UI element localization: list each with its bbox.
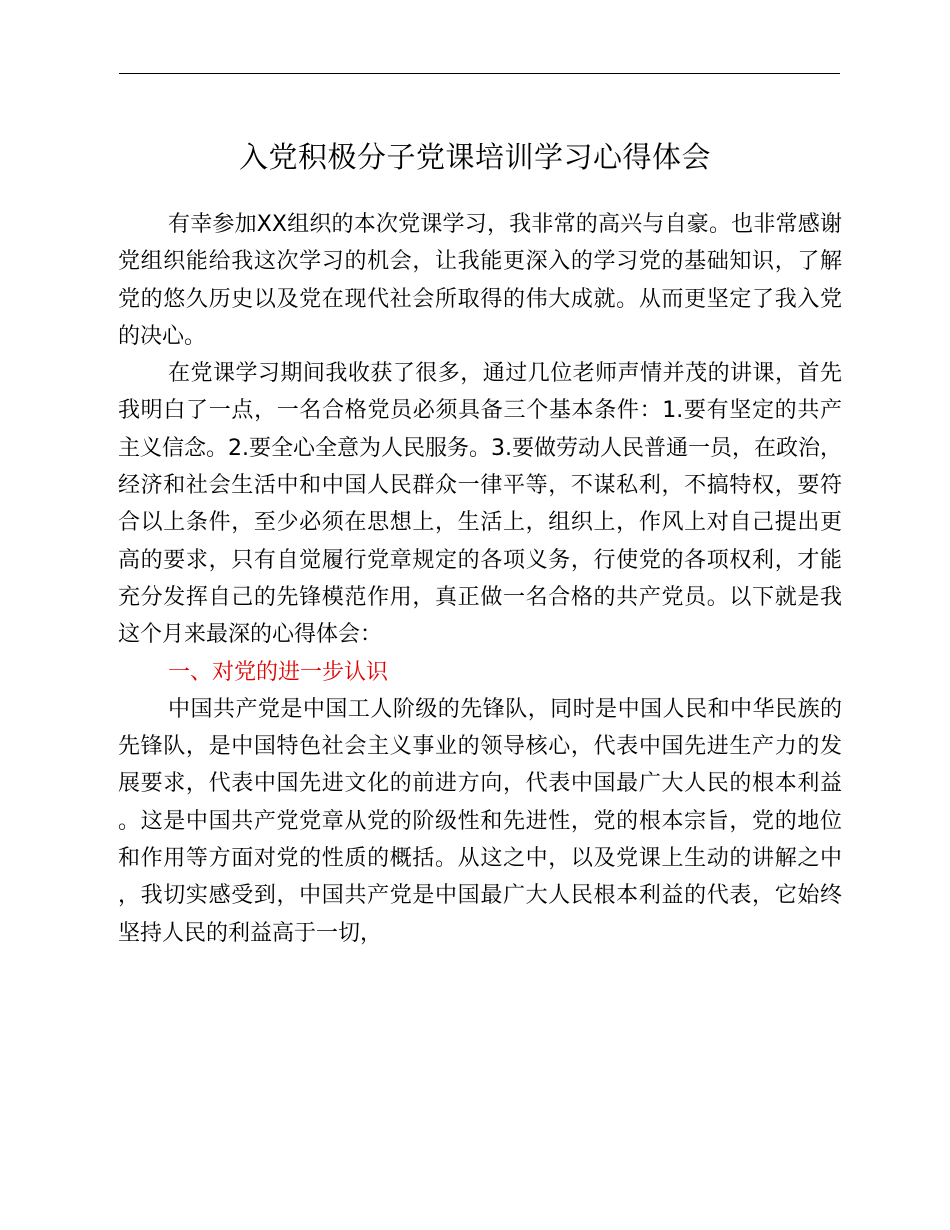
paragraph-learning-gains: 在党课学习期间我收获了很多，通过几位老师声情并茂的讲课，首先我明白了一点，一名合格党员必须具备三个基本条件：1.要有坚定的共产主义信念。2.要全心全意为人民服务。3.要做劳动人民普通一员，在政治，经济和社会生活中和中国人民群众一律平等，不谋私利，不搞特权，要符合以上条件，至少必须在思想上，生活上，组织上，作风上对自己提出更高的要求，只有自觉履行党章规定的各项义务，行使党的各项权利，才能充分发挥自己的先锋模范作用，真正做一名合格的共产党员。以下就是我这个月来最深的心得体会： <box>118 361 842 648</box>
paragraph-intro: 有幸参加XX组织的本次党课学习，我非常的高兴与自豪。也非常感谢党组织能给我这次学习的机会，让我能更深入的学习党的基础知识，了解党的悠久历史以及党在现代社会所取得的伟大成就。从而更坚定了我入党的决心。 <box>118 212 842 349</box>
document-body <box>118 206 842 952</box>
section-heading-party-understanding: 一、对党的进一步认识 <box>168 659 389 685</box>
header-rule <box>119 73 840 74</box>
paragraph-party-nature: 中国共产党是中国工人阶级的先锋队，同时是中国人民和中华民族的先锋队，是中国特色社会主义事业的领导核心，代表中国先进生产力的发展要求，代表中国先进文化的前进方向，代表中国最广大人民的根本利益。这是中国共产党党章从党的阶级性和先进性，党的根本宗旨，党的地位和作用等方面对党的性质的概括。从这之中，以及党课上生动的讲解之中，我切实感受到，中国共产党是中国最广大人民根本利益的代表，它始终坚持人民的利益高于一切， <box>118 696 842 946</box>
document-title: 入党积极分子党课培训学习心得体会 <box>238 140 711 174</box>
